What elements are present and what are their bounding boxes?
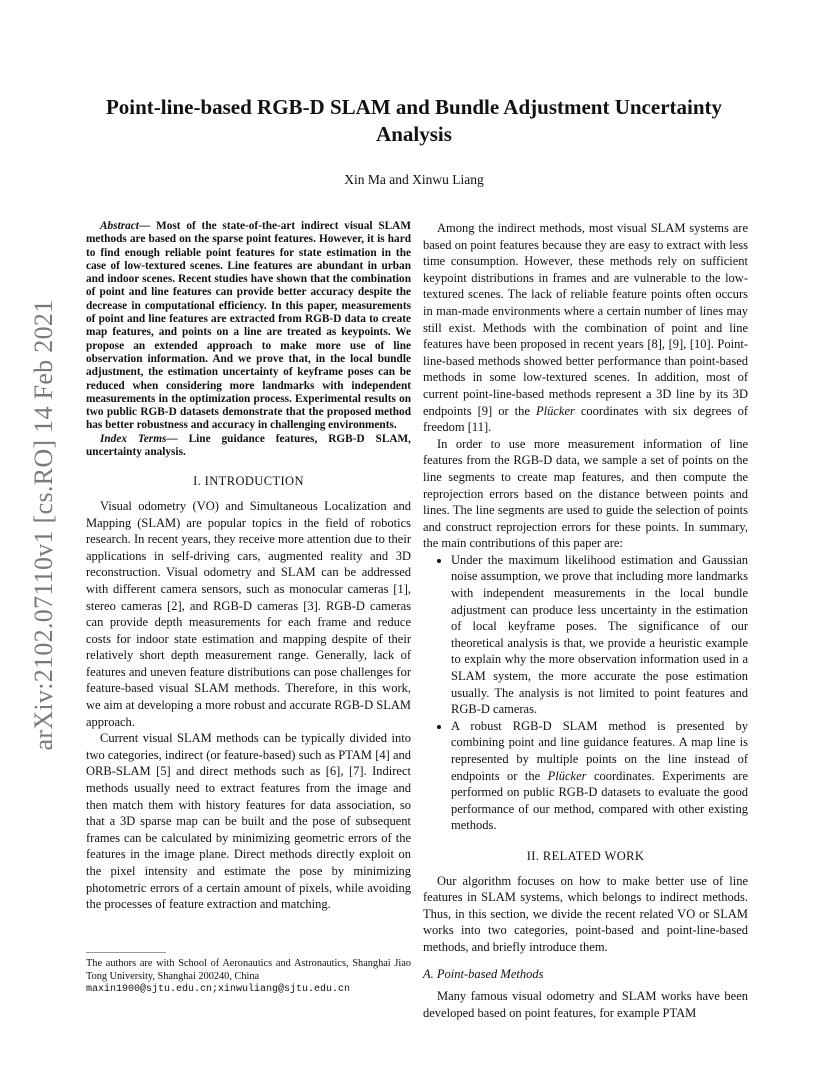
footnote-emails: maxin1900@sjtu.edu.cn;xinwuliang@sjtu.edu.cn	[86, 984, 351, 995]
authors: Xin Ma and Xinwu Liang	[344, 172, 484, 187]
abstract	[86, 220, 411, 433]
related-work-paragraph-1: Our algorithm focuses on how to make better use of line features in SLAM systems, which belongs to indirect methods. Thus, in this section, we divide the recent related VO or SLAM works into two categories, point-based and point-line-based methods, and briefly introduce them.	[423, 873, 748, 954]
intro-paragraph-1: Visual odometry (VO) and Simultaneous Localization and Mapping (SLAM) are popular topics in the field of robotics research. In recent years, they receive more attention due to their applications in self-driving cars, augmented reality and 3D reconstruction. Visual odometry and SLAM can be addressed with different camera sensors, such as monocular cameras [1], stereo cameras [2], and RGB-D cameras [3]. RGB-D cameras can provide depth measurements for each frame and reduce costs for indoor state estimation and mapping despite of their relatively short depth measurement range. Generally, lack of features and uneven feature distributions can pose challenges for feature-based visual SLAM methods. Therefore, in this work, we aim at developing a more robust and accurate RGB-D SLAM approach.	[86, 498, 411, 729]
intro-paragraph-3-text-a: Among the indirect methods, most visual SLAM systems are based on point features because they are easy to extract with less time consumption. However, these methods rely on sufficient keypoint distributions in frames and are vulnerable to the low-textured scenes. The lack of reliable feature points often occurs in man-made environments where a certain number of lines may still exist. Methods with the combination of point and line features have been proposed in recent years [8], [9], [10]. Point-line-based methods showed better performance than point-based methods in some low-textured scenes. In addition, most of current point-line-based methods represent a 3D line by its 3D endpoints [9] or the	[423, 221, 748, 418]
index-terms-text: — Line guidance features, RGB-D SLAM, uncertainty analysis.	[86, 432, 412, 459]
intro-paragraph-4: In order to use more measurement information of line features from the RGB-D data, we sample a set of points on the line segments to create map features, and then compute the reprojection errors based on the distance between points and lines. The line segments are used to guide the selection of points and construct reprojection errors for these points. In summary, the main contributions of this paper are:	[423, 436, 748, 551]
paper-title	[80, 94, 748, 148]
plucker-term: Plücker	[547, 768, 587, 783]
plucker-term: Plücker	[535, 403, 575, 418]
contributions-list	[423, 552, 748, 834]
left-column	[86, 220, 411, 913]
subsection-heading-point-based: A. Point-based Methods	[423, 966, 544, 981]
right-column	[423, 220, 748, 1021]
footnote-text: The authors are with School of Aeronautics and Astronautics, Shanghai Jiao Tong University, Shanghai 200240, China	[86, 958, 411, 982]
bullet-2-text-a: A robust RGB-D SLAM method is presented by combining point and line guidance features. A map line is represented by multiple points on the line instead of endpoints or the	[451, 718, 748, 783]
footnote-rule	[86, 952, 166, 953]
list-item	[451, 718, 748, 834]
bullet-2-text-b: coordinates. Experiments are performed on public RGB-D datasets to evaluate the good performance of our method, compared with other existing methods.	[451, 768, 748, 833]
abstract-label: Abstract	[100, 220, 139, 232]
arxiv-stamp	[24, 290, 64, 760]
intro-paragraph-2: Current visual SLAM methods can be typically divided into two categories, indirect (or feature-based) such as PTAM [4] and ORB-SLAM [5] and direct methods such as [6], [7]. Indirect methods usually need to extract features from the image and then match them with history features for data association, so that a 3D sparse map can be built and the pose of subsequent frames can be calculated by minimizing geometric errors of the features in the image plane. Direct methods directly exploit on the pixel intensity and estimate the pose by minimizing photometric errors of a certain amount of pixels, while avoiding the processes of feature extraction and matching.	[86, 731, 411, 912]
title-line-2: Analysis	[376, 122, 452, 146]
list-item: • Under the maximum likelihood estimation and Gaussian noise assumption, we prove that including more landmarks with independent measurements in the local bundle adjustment can produce less uncertainty in the estimation of local keyframe poses. The significance of our theoretical analysis is that, we provide a heuristic example to explain why the more observation information used in a SLAM system, the more accurate the pose estimation usually. The analysis is not limited to point features and RGB-D cameras.	[451, 552, 748, 718]
footnote	[86, 958, 411, 997]
abstract-text: — Most of the state-of-the-art indirect visual SLAM methods are based on the sparse point features. However, it is hard to find enough reliable point features for state estimation in the case of low-textured scenes. Line features are abundant in urban and indoor scenes. Recent studies have shown that the combination of point and line features can provide better accuracy despite the decrease in computational efficiency. In this paper, measurements of point and line features are extracted from RGB-D data to create map features, and points on a line are treated as keypoints. We propose an extended approach to make more use of line observation information. And we prove that, in the local bundle adjustment, the estimation uncertainty of keyframe poses can be reduced when considering more landmarks with independent measurements in the optimization process. Experimental results on two public RGB-D datasets demonstrate that the proposed method has better robustness and accuracy in challenging environments.	[86, 220, 411, 432]
index-terms	[86, 433, 411, 460]
intro-paragraph-3	[423, 220, 748, 436]
index-terms-label: Index Terms	[100, 432, 167, 445]
section-heading-introduction: I. INTRODUCTION	[193, 474, 304, 489]
point-based-paragraph-1: Many famous visual odometry and SLAM works have been developed based on point features, for example PTAM	[423, 989, 748, 1020]
title-line-1: Point-line-based RGB-D SLAM and Bundle Adjustment Uncertainty	[105, 95, 723, 119]
section-heading-related-work: II. RELATED WORK	[526, 848, 645, 863]
intro-paragraph-3-text-b: coordinates with six degrees of freedom [11].	[423, 403, 749, 435]
arxiv-stamp-text: arXiv:2102.07110v1 [cs.RO] 14 Feb 2021	[29, 299, 58, 751]
